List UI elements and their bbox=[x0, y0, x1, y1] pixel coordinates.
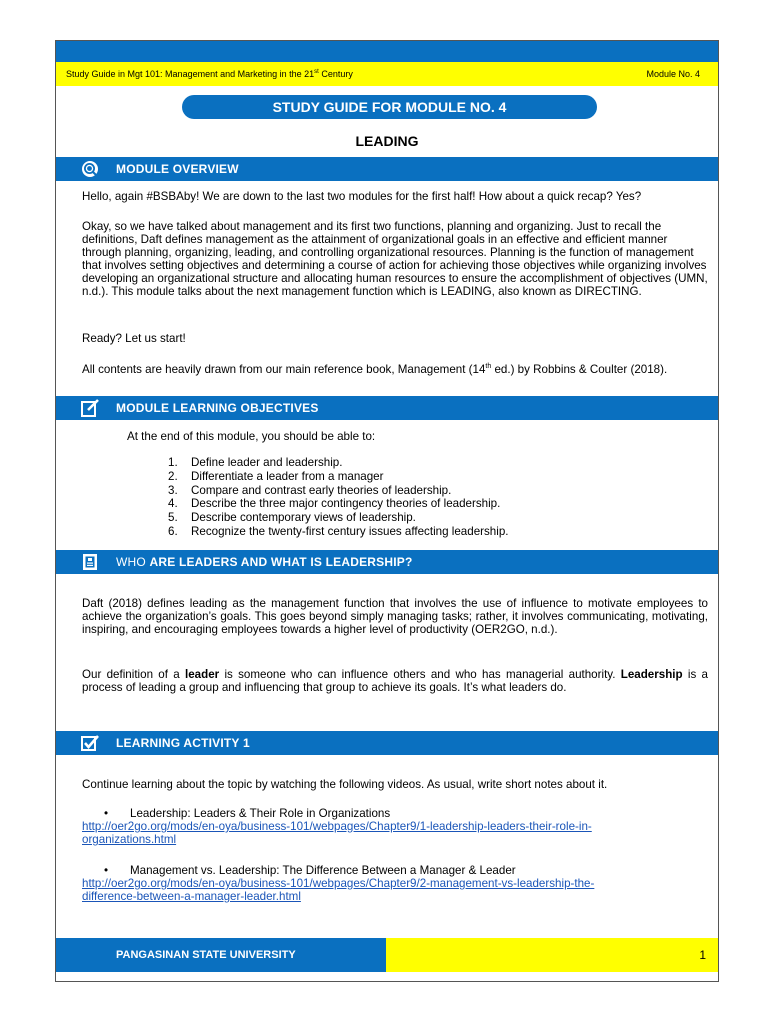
section-heading: WHO ARE LEADERS AND WHAT IS LEADERSHIP? bbox=[116, 555, 413, 569]
objective-text: Recognize the twenty-first century issues affecting leadership. bbox=[191, 524, 509, 538]
objective-item bbox=[168, 456, 509, 470]
objectives-intro: At the end of this module, you should be able to: bbox=[127, 430, 376, 443]
objective-item bbox=[168, 511, 509, 525]
objective-text: Define leader and leadership. bbox=[191, 456, 343, 469]
video-link[interactable]: http://oer2go.org/mods/en-oya/business-101/webpages/Chapter9/1-leadership-leaders-their-role-in- organizations.html bbox=[82, 820, 592, 846]
pencil-square-icon bbox=[80, 398, 100, 418]
objective-number: 1. bbox=[168, 456, 178, 469]
overview-paragraph-1: Hello, again #BSBAby! We are down to the last two modules for the first half! How about a quick recap? Yes? bbox=[82, 190, 642, 203]
objective-item bbox=[168, 470, 509, 484]
leaders-paragraph-1: Daft (2018) defines leading as the management function that involves the use of influence to motivate employees to achieve the organization’s goals. This goes beyond simply managing tasks; rather, it involves communicating, motivating, inspiring, and encouraging employees towards a higher level of productivity (OER2GO, n.d.). bbox=[82, 597, 708, 636]
document-icon bbox=[80, 552, 100, 572]
section-bar-learning-activity bbox=[56, 731, 718, 755]
objective-text: Compare and contrast early theories of leadership. bbox=[191, 483, 452, 497]
header-info-strip bbox=[56, 62, 718, 86]
objective-number: 2. bbox=[168, 469, 178, 483]
video-link[interactable]: http://oer2go.org/mods/en-oya/business-101/webpages/Chapter9/2-management-vs-leadership-the- difference-between-a-manager-leader.html bbox=[82, 877, 595, 903]
objective-text: Describe the three major contingency theories of leadership. bbox=[191, 497, 501, 511]
objective-item bbox=[168, 497, 509, 511]
course-title: Study Guide in Mgt 101: Management and Marketing in the 21st Century bbox=[66, 69, 353, 79]
objective-number: 4. bbox=[168, 497, 178, 511]
section-heading: LEARNING ACTIVITY 1 bbox=[116, 736, 250, 750]
objective-number: 5. bbox=[168, 511, 178, 525]
footer-university-bar bbox=[56, 938, 386, 972]
section-bar-module-overview bbox=[56, 157, 718, 181]
study-guide-title: STUDY GUIDE FOR MODULE NO. 4 bbox=[182, 95, 597, 119]
overview-paragraph-2: Okay, so we have talked about management and its first two functions, planning and organizing. Just to recall the definitions, Daft defines management as the attainment of organizational goals in an effective and efficient manner through planning, organizing, leading, and controlling organizational resources. Planning is the function of management that involves setting objectives and determining a course of action for achieving those objectives while organizing involves developing an organizational structure and allocating human resources to ensure the accomplishment of objectives (UMN, n.d.). This module talks about the next management function which is LEADING, also known as DIRECTING. bbox=[82, 220, 708, 298]
video-item bbox=[82, 864, 708, 903]
section-heading: MODULE LEARNING OBJECTIVES bbox=[116, 401, 319, 415]
checkbox-icon bbox=[80, 733, 100, 753]
video-title: • Management vs. Leadership: The Difference Between a Manager & Leader bbox=[82, 864, 708, 877]
video-title: • Leadership: Leaders & Their Role in Organizations bbox=[82, 807, 708, 820]
topic-title: LEADING bbox=[355, 133, 419, 149]
objective-text: Differentiate a leader from a manager bbox=[191, 469, 384, 483]
objectives-list bbox=[168, 456, 509, 539]
objective-item bbox=[168, 525, 509, 539]
section-bar-leaders bbox=[56, 550, 718, 574]
section-heading: MODULE OVERVIEW bbox=[116, 162, 239, 176]
header-blue-bar bbox=[56, 41, 718, 62]
activity-intro: Continue learning about the topic by watching the following videos. As usual, write short notes about it. bbox=[82, 778, 608, 791]
section-bar-learning-objectives bbox=[56, 396, 718, 420]
objective-number: 6. bbox=[168, 524, 178, 538]
leaders-paragraph-2: Our definition of a leader is someone who can influence others and who has managerial authority. Leadership is a process of leading a group and influencing that group to achieve its goals. It’s what leaders do. bbox=[82, 668, 708, 694]
page-number: 1 bbox=[699, 948, 706, 962]
footer-page-bar bbox=[386, 938, 718, 972]
video-item bbox=[82, 807, 708, 846]
module-number: Module No. 4 bbox=[646, 69, 700, 79]
overview-paragraph-3: Ready? Let us start! bbox=[82, 332, 186, 345]
objective-number: 3. bbox=[168, 483, 178, 497]
objective-text: Describe contemporary views of leadership. bbox=[191, 511, 416, 525]
university-name: PANGASINAN STATE UNIVERSITY bbox=[116, 949, 296, 961]
objective-item bbox=[168, 484, 509, 498]
overview-paragraph-4: All contents are heavily drawn from our main reference book, Management (14th ed.) by Robbins & Coulter (2018). bbox=[82, 362, 668, 376]
magnifier-icon bbox=[80, 159, 100, 179]
